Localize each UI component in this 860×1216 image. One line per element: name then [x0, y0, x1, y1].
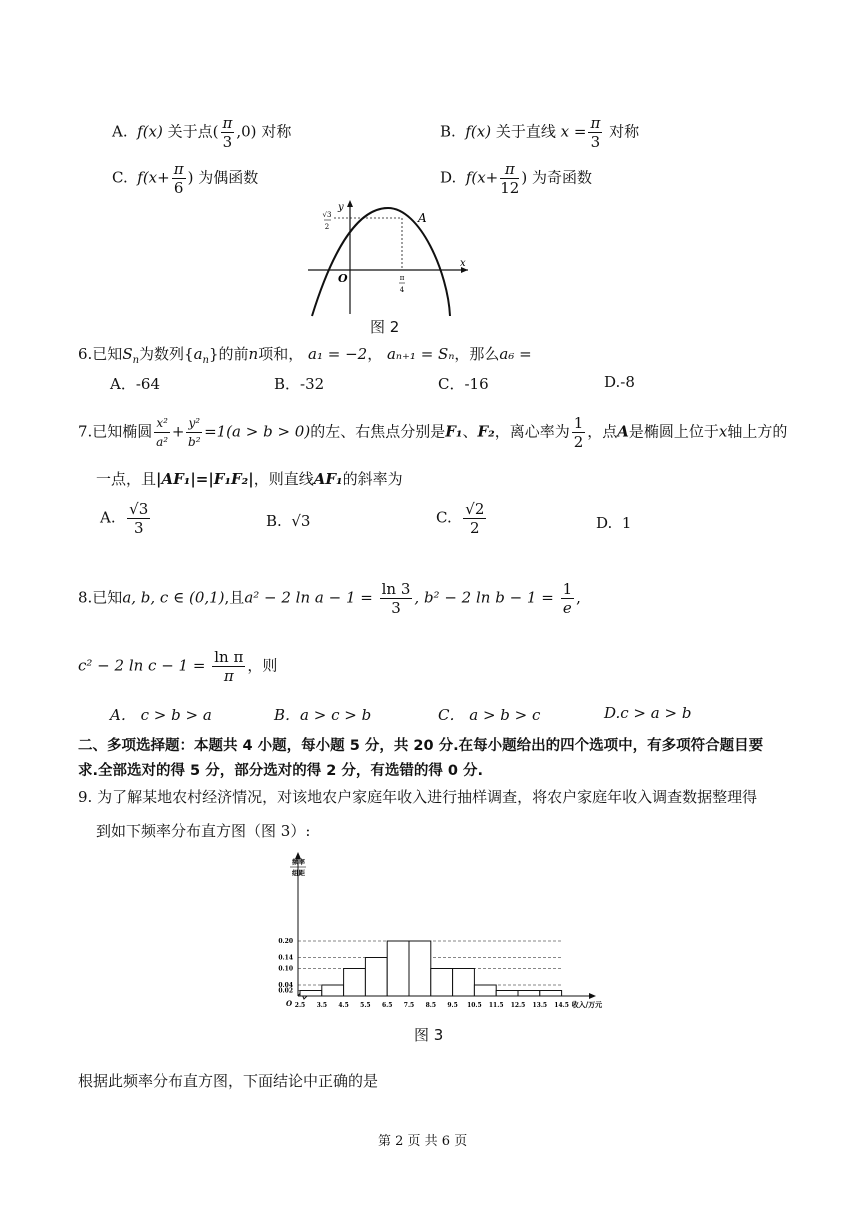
x-tick-label: 7.5 [403, 1002, 415, 1009]
math-text: ) [187, 168, 194, 187]
histogram-bar [365, 958, 387, 997]
math-subscript: n [132, 355, 140, 366]
math-text: x [718, 422, 728, 441]
math-text: |AF₁|=|F₁F₂| [156, 470, 254, 488]
fraction-numerator: ln π [214, 648, 244, 666]
fraction [380, 580, 413, 617]
stem-text: 一点，且 [96, 470, 157, 488]
stem-text: 6.已知 [78, 345, 123, 363]
fraction-denominator: e [562, 599, 572, 617]
q9-after-chart-text: 根据此频率分布直方图，下面结论中正确的是 [78, 1072, 379, 1090]
fraction-denominator: π [223, 667, 234, 685]
fraction-denominator: 6 [173, 179, 184, 197]
q6-option-b: B．-32 [274, 375, 325, 393]
fraction-denominator: 12 [500, 179, 520, 197]
q5-option-b [440, 114, 639, 151]
fraction-numerator: π [500, 160, 519, 179]
histogram-bar [474, 985, 496, 996]
stem-text: ，离心率为 [494, 422, 570, 441]
option-label: A. [100, 508, 116, 527]
fraction-denominator: 3 [133, 519, 144, 537]
fraction-denominator: a² [156, 435, 169, 449]
q7-option-d [596, 514, 631, 532]
stem-text: 项和， [258, 345, 304, 363]
x-tick-label: 14.5 [554, 1002, 569, 1009]
y-tick-label: 0.14 [278, 954, 293, 962]
figure-2-caption: 图 2 [370, 318, 400, 336]
option-text: 关于直线 [495, 122, 556, 141]
option-value: √3 [291, 512, 311, 530]
option-label: B. [440, 122, 456, 141]
q8-option-a: A． c > b > a [110, 706, 212, 724]
option-label: C. [112, 168, 128, 187]
fraction [463, 500, 486, 537]
math-text: F₂ [477, 422, 495, 441]
origin-label: O [338, 272, 348, 285]
fraction-denominator: 2 [470, 519, 480, 537]
math-text: a² − 2 ln a − 1 = [244, 588, 373, 607]
math-text: A [617, 422, 629, 441]
fraction [127, 500, 150, 537]
fraction-denominator: 3 [391, 599, 401, 617]
stem-text: ,且 [224, 588, 245, 607]
fraction [588, 114, 602, 151]
math-text: f(x+ [465, 168, 499, 187]
math-text: a [193, 345, 203, 363]
math-text: aₙ₊₁ = Sₙ [386, 345, 455, 363]
fraction-numerator: ln 3 [381, 580, 411, 598]
option-label: D. [440, 168, 457, 187]
y-label-top: 频率 [292, 858, 305, 866]
q8-option-d: D.c > a > b [604, 704, 692, 722]
q5-option-c [112, 160, 258, 197]
option-text: 为奇函数 [531, 168, 592, 187]
math-text: ,0) [236, 122, 257, 141]
stem-text: 7.已知椭圆 [78, 422, 153, 441]
fraction-numerator: y² [186, 414, 202, 433]
q6-option-a: A．-64 [110, 375, 160, 393]
x-axis-arrow [589, 993, 596, 999]
histogram-bar [540, 991, 562, 997]
fraction [154, 414, 170, 451]
fraction-numerator: π [590, 114, 601, 132]
figure-3-caption: 图 3 [414, 1026, 444, 1044]
x-axis-label: x [460, 258, 466, 269]
figure-3-histogram [262, 850, 612, 1020]
stem-text: ，那么 [454, 345, 500, 363]
math-text: AF₁ [313, 470, 343, 488]
y-label-bottom: 组距 [292, 869, 305, 877]
option-label: C. [436, 508, 452, 527]
fraction-numerator: √2 [465, 500, 485, 518]
fraction-denominator: 3 [222, 133, 233, 151]
math-text: a₁ = −2 [308, 345, 368, 363]
fraction-numerator: √3 [129, 500, 149, 518]
section-heading-line2: 求.全部选对的得 5 分，部分选对的得 2 分，有选错的得 0 分. [78, 763, 484, 779]
q8-option-c: C． a > b > c [438, 706, 541, 724]
histogram-bar [431, 969, 453, 997]
point-a-label: A [418, 211, 427, 225]
q7-stem-line2 [96, 468, 403, 489]
math-text: a₆ = [499, 345, 532, 363]
y-tick-label: 0.20 [278, 938, 293, 945]
y-tick-denominator: 2 [324, 223, 330, 231]
math-text: x = [560, 122, 587, 141]
option-label: A. [112, 122, 128, 141]
q6-option-c: C．-16 [438, 375, 489, 393]
math-text: S [122, 345, 133, 363]
math-text: ) [521, 168, 528, 187]
fraction-denominator: 2 [573, 433, 584, 451]
stem-text: 轴上方的 [727, 422, 788, 441]
fraction [212, 648, 245, 685]
math-subscript: n [202, 355, 209, 366]
option-text: 对称 [261, 122, 292, 141]
x-tick-label: 4.5 [338, 1002, 349, 1009]
stem-text: , [576, 588, 581, 607]
option-text: 为偶函数 [198, 168, 259, 187]
x-tick-label: 9.5 [447, 1002, 458, 1009]
stem-text: 的斜率为 [342, 470, 403, 488]
math-text: f(x) [137, 122, 163, 141]
x-tick-numerator: π [399, 274, 405, 282]
option-value: 1 [621, 514, 632, 532]
y-tick-label: 0.10 [278, 965, 293, 973]
q8-stem-line1 [78, 580, 581, 617]
histogram-bar [300, 991, 322, 997]
stem-text: 为数列{ [139, 345, 194, 363]
option-label: B. [266, 512, 282, 530]
stem-text: 8.已知 [78, 588, 123, 607]
stem-text: 的左、右焦点分别是 [310, 422, 446, 441]
q7-stem-line1 [78, 414, 787, 451]
y-axis-label: y [338, 202, 344, 213]
q8-option-b: B．a > c > b [274, 706, 372, 724]
fraction [172, 160, 186, 197]
stem-text: ，则直线 [253, 470, 314, 488]
histogram-bar [344, 969, 366, 997]
fraction [572, 414, 586, 451]
x-tick-denominator: 4 [399, 286, 405, 294]
q8-stem-line2 [78, 648, 277, 685]
stem-text: ，点 [587, 422, 618, 441]
option-label: D. [596, 514, 613, 532]
math-text: f(x+ [137, 168, 170, 187]
stem-text: }的前 [209, 345, 249, 363]
math-text: a, b, c ∈ (0,1) [122, 588, 225, 607]
x-tick-label: 2.5 [294, 1002, 306, 1009]
math-text: =1(a > b > 0) [204, 422, 311, 441]
y-tick-numerator: √3 [322, 211, 332, 219]
x-tick-label: 6.5 [381, 1002, 393, 1009]
x-tick-label: 11.5 [488, 1002, 504, 1009]
page-footer: 第 2 页 共 6 页 [378, 1134, 468, 1149]
y-axis-arrow [347, 200, 353, 207]
x-axis-label: 收入/万元 [571, 1000, 603, 1009]
math-text: f(x) [465, 122, 492, 141]
fraction-denominator: 3 [590, 133, 601, 151]
math-text: F₁ [445, 422, 463, 441]
x-tick-label: 3.5 [316, 1002, 328, 1009]
math-text: c² − 2 ln c − 1 = [78, 656, 206, 675]
option-text: 对称 [609, 122, 640, 141]
fraction [221, 114, 235, 151]
origin-label: O [286, 999, 293, 1008]
math-text: + [171, 422, 185, 441]
histogram-bar [453, 969, 475, 997]
histogram-bar [518, 991, 540, 997]
fraction [561, 580, 575, 617]
fraction-numerator: π [173, 160, 184, 178]
stem-text: 是椭圆上位于 [628, 422, 719, 441]
q7-option-a [100, 500, 152, 537]
q5-option-d [440, 160, 592, 197]
histogram-bar [409, 941, 431, 996]
q6-stem: 6.已知$S_n$为数列$\{a_n\}$的前n项和， a₁ = −2， aₙ₊₁ = Sₙ，那么a₆ = [78, 345, 532, 366]
fraction [500, 160, 519, 197]
fraction-numerator: x² [154, 414, 170, 433]
q6-option-d: D.-8 [604, 373, 635, 391]
fraction-numerator: 1 [573, 414, 584, 432]
figure-2-graph [300, 198, 475, 318]
x-tick-label: 13.5 [532, 1002, 548, 1009]
fraction [186, 414, 202, 451]
x-tick-label: 5.5 [360, 1002, 371, 1009]
fraction-denominator: b² [188, 435, 201, 449]
function-curve [312, 208, 450, 316]
x-tick-label: 8.5 [425, 1002, 437, 1009]
x-tick-label: 12.5 [510, 1002, 526, 1009]
q9-stem-line1: 9. 为了解某地农村经济情况，对该地农户家庭年收入进行抽样调查，将农户家庭年收入调查数据整理得 [78, 788, 758, 806]
histogram-bar [496, 991, 518, 997]
y-tick-label: 0.02 [278, 987, 293, 995]
x-tick-label: 10.5 [467, 1002, 482, 1009]
histogram-bar [322, 985, 344, 996]
q7-option-b [266, 512, 310, 530]
fraction-numerator: 1 [562, 580, 573, 598]
fraction-numerator: π [222, 114, 233, 132]
y-tick-label: 0.04 [278, 982, 293, 989]
q7-option-c [436, 500, 488, 537]
math-text: n [248, 345, 259, 363]
histogram-bar [387, 941, 409, 996]
math-text: , b² − 2 ln b − 1 = [414, 588, 554, 607]
option-text: 关于点( [167, 122, 219, 141]
stem-text: ，则 [247, 656, 278, 675]
q5-option-a [112, 114, 291, 151]
q9-stem-line2: 到如下频率分布直方图（图 3）: [96, 822, 311, 840]
section-heading-line1: 二、多项选择题：本题共 4 小题，每小题 5 分，共 20 分.在每小题给出的四个选项中，有多项符合题目要 [78, 738, 764, 754]
stem-text: 、 [462, 422, 478, 441]
